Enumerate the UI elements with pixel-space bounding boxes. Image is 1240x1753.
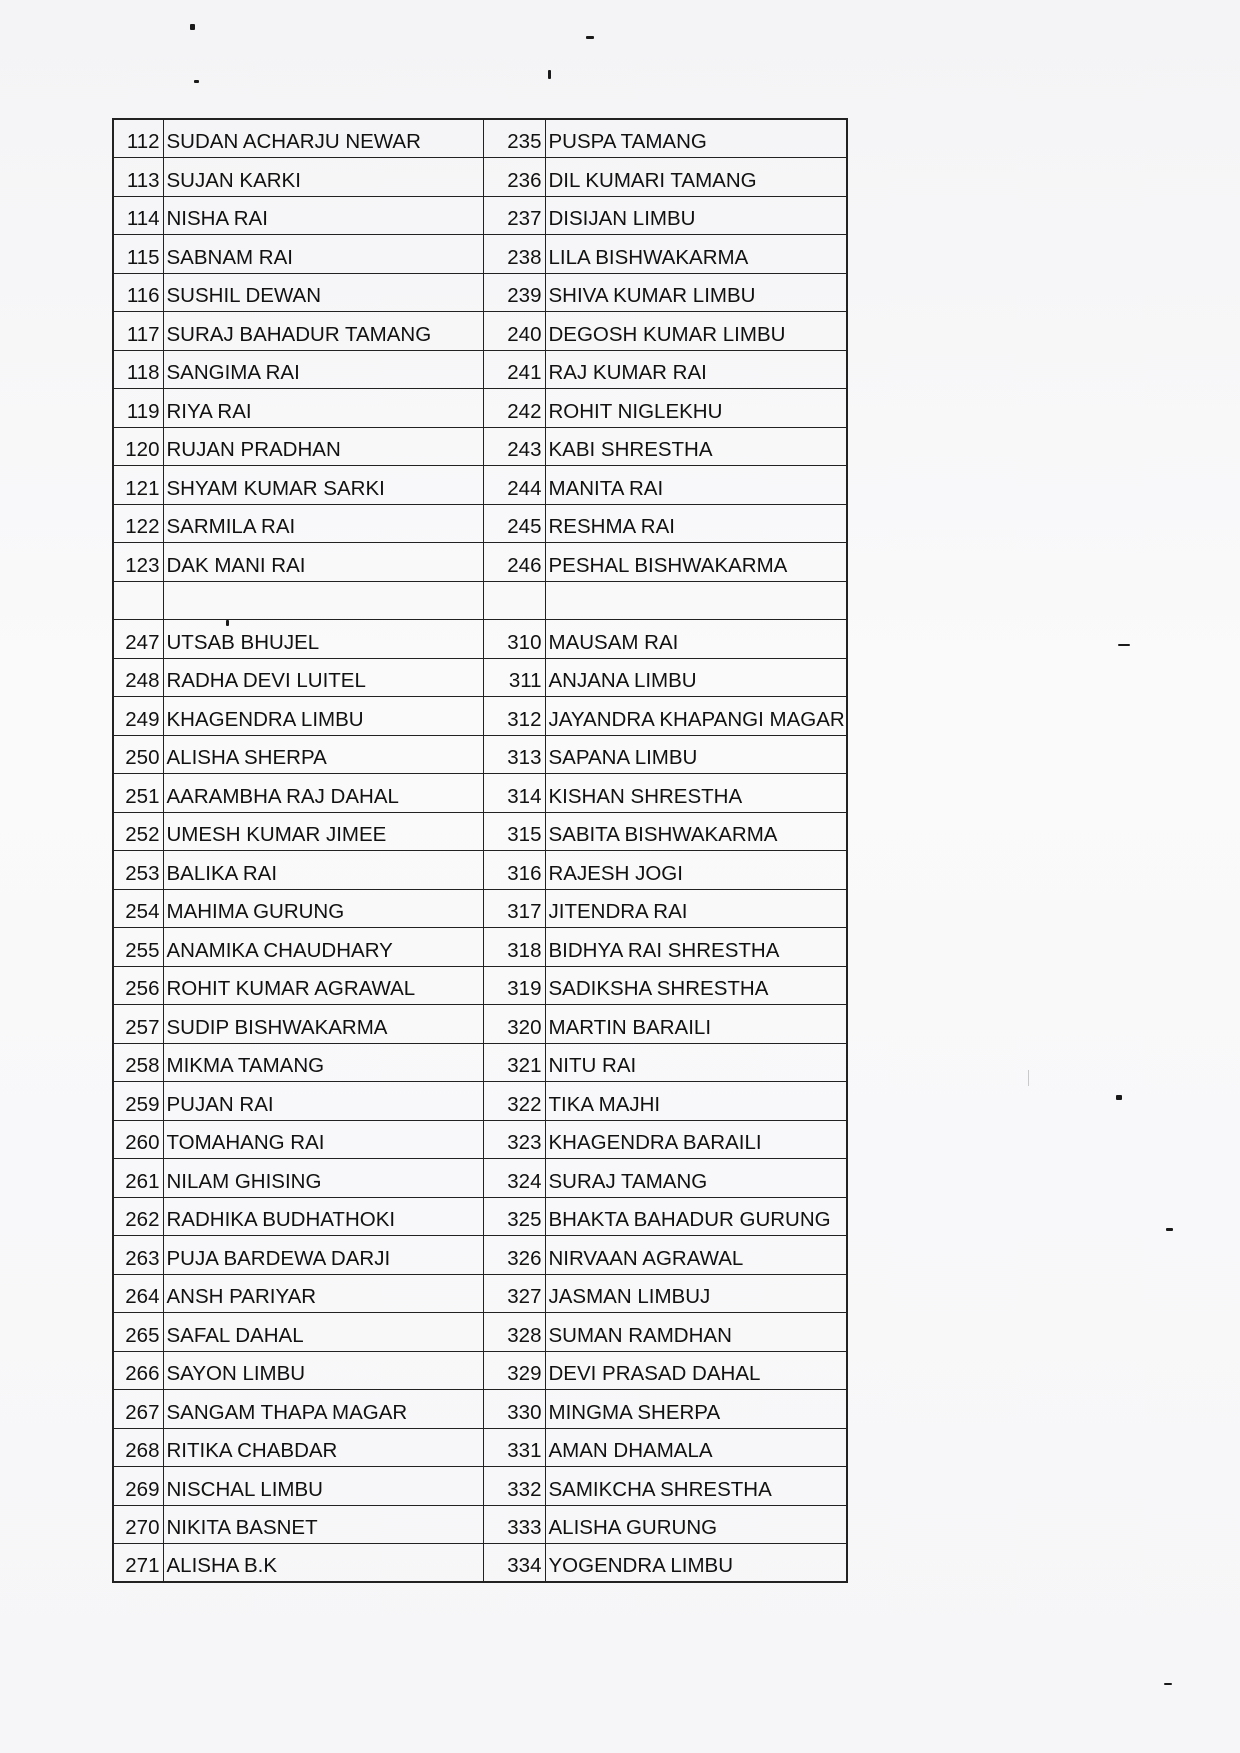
left-student-name: SUDAN ACHARJU NEWAR <box>163 119 483 158</box>
right-serial-number: 332 <box>483 1467 545 1506</box>
left-serial-number: 253 <box>113 851 163 890</box>
right-serial-number: 242 <box>483 389 545 428</box>
right-student-name: JITENDRA RAI <box>545 889 847 928</box>
left-serial-number: 251 <box>113 774 163 813</box>
left-serial-number: 113 <box>113 158 163 197</box>
table-row <box>113 273 847 312</box>
left-student-name: SANGIMA RAI <box>163 350 483 389</box>
table-row <box>113 1351 847 1390</box>
table-row <box>113 312 847 351</box>
table-row <box>113 466 847 505</box>
left-serial-number: 264 <box>113 1274 163 1313</box>
table-row <box>113 735 847 774</box>
table-row <box>113 504 847 543</box>
left-student-name: SABNAM RAI <box>163 235 483 274</box>
right-serial-number: 330 <box>483 1390 545 1429</box>
left-serial-number: 247 <box>113 620 163 659</box>
table-row <box>113 1197 847 1236</box>
left-serial-number: 255 <box>113 928 163 967</box>
left-serial-number <box>113 581 163 620</box>
right-student-name: SAMIKCHA SHRESTHA <box>545 1467 847 1506</box>
left-student-name: TOMAHANG RAI <box>163 1120 483 1159</box>
left-student-name: NILAM GHISING <box>163 1159 483 1198</box>
table-row <box>113 1467 847 1506</box>
left-student-name: PUJAN RAI <box>163 1082 483 1121</box>
left-student-name: SAYON LIMBU <box>163 1351 483 1390</box>
left-serial-number: 249 <box>113 697 163 736</box>
right-student-name: PESHAL BISHWAKARMA <box>545 543 847 582</box>
table-row <box>113 1043 847 1082</box>
left-serial-number: 254 <box>113 889 163 928</box>
left-serial-number: 118 <box>113 350 163 389</box>
left-serial-number: 117 <box>113 312 163 351</box>
right-student-name: NIRVAAN AGRAWAL <box>545 1236 847 1275</box>
scan-speck <box>194 80 199 83</box>
right-student-name: DISIJAN LIMBU <box>545 196 847 235</box>
right-serial-number: 237 <box>483 196 545 235</box>
left-serial-number: 112 <box>113 119 163 158</box>
right-student-name: DEVI PRASAD DAHAL <box>545 1351 847 1390</box>
scan-speck <box>190 24 195 30</box>
left-student-name: SUJAN KARKI <box>163 158 483 197</box>
left-student-name: SHYAM KUMAR SARKI <box>163 466 483 505</box>
left-student-name: BALIKA RAI <box>163 851 483 890</box>
right-serial-number: 239 <box>483 273 545 312</box>
left-serial-number: 259 <box>113 1082 163 1121</box>
right-serial-number: 314 <box>483 774 545 813</box>
right-student-name: RAJ KUMAR RAI <box>545 350 847 389</box>
right-serial-number: 320 <box>483 1005 545 1044</box>
table-row <box>113 1390 847 1429</box>
table-row <box>113 196 847 235</box>
right-serial-number: 246 <box>483 543 545 582</box>
table-row <box>113 543 847 582</box>
right-student-name: TIKA MAJHI <box>545 1082 847 1121</box>
scan-speck <box>1116 1095 1122 1100</box>
right-serial-number: 235 <box>483 119 545 158</box>
right-serial-number: 334 <box>483 1544 545 1583</box>
table-row <box>113 928 847 967</box>
right-serial-number: 240 <box>483 312 545 351</box>
right-student-name: AMAN DHAMALA <box>545 1428 847 1467</box>
left-serial-number: 122 <box>113 504 163 543</box>
left-serial-number: 120 <box>113 427 163 466</box>
table-row <box>113 389 847 428</box>
table-row <box>113 1313 847 1352</box>
left-serial-number: 260 <box>113 1120 163 1159</box>
right-serial-number: 315 <box>483 812 545 851</box>
right-serial-number: 313 <box>483 735 545 774</box>
scan-speck <box>1164 1683 1172 1685</box>
left-serial-number: 123 <box>113 543 163 582</box>
scan-mark <box>1028 1070 1029 1086</box>
left-serial-number: 121 <box>113 466 163 505</box>
name-list-table <box>112 118 848 1583</box>
right-serial-number: 317 <box>483 889 545 928</box>
table-row <box>113 158 847 197</box>
table-row <box>113 774 847 813</box>
table-row <box>113 851 847 890</box>
left-serial-number: 261 <box>113 1159 163 1198</box>
table-row <box>113 889 847 928</box>
table-row <box>113 1544 847 1583</box>
right-student-name: SURAJ TAMANG <box>545 1159 847 1198</box>
table-row <box>113 1274 847 1313</box>
right-student-name: MARTIN BARAILI <box>545 1005 847 1044</box>
left-student-name: AARAMBHA RAJ DAHAL <box>163 774 483 813</box>
right-serial-number: 324 <box>483 1159 545 1198</box>
right-student-name: DIL KUMARI TAMANG <box>545 158 847 197</box>
right-student-name: YOGENDRA LIMBU <box>545 1544 847 1583</box>
right-student-name: JASMAN LIMBUJ <box>545 1274 847 1313</box>
right-serial-number: 243 <box>483 427 545 466</box>
right-serial-number: 325 <box>483 1197 545 1236</box>
left-student-name: NISHA RAI <box>163 196 483 235</box>
table-row <box>113 350 847 389</box>
right-student-name: RAJESH JOGI <box>545 851 847 890</box>
right-student-name: LILA BISHWAKARMA <box>545 235 847 274</box>
right-serial-number: 318 <box>483 928 545 967</box>
right-serial-number: 245 <box>483 504 545 543</box>
scan-speck <box>1118 644 1130 646</box>
left-student-name: SAFAL DAHAL <box>163 1313 483 1352</box>
table-row <box>113 235 847 274</box>
right-student-name: KABI SHRESTHA <box>545 427 847 466</box>
right-student-name: JAYANDRA KHAPANGI MAGAR <box>545 697 847 736</box>
right-serial-number: 329 <box>483 1351 545 1390</box>
right-student-name: SHIVA KUMAR LIMBU <box>545 273 847 312</box>
left-student-name: ROHIT KUMAR AGRAWAL <box>163 966 483 1005</box>
scan-speck <box>1166 1228 1173 1231</box>
table-row <box>113 1159 847 1198</box>
table-row <box>113 658 847 697</box>
left-student-name: ALISHA SHERPA <box>163 735 483 774</box>
right-student-name: SABITA BISHWAKARMA <box>545 812 847 851</box>
left-student-name: NIKITA BASNET <box>163 1505 483 1544</box>
table-row <box>113 1005 847 1044</box>
right-student-name <box>545 581 847 620</box>
scan-speck <box>548 70 551 79</box>
left-student-name: MAHIMA GURUNG <box>163 889 483 928</box>
right-serial-number: 241 <box>483 350 545 389</box>
blank-separator-row <box>113 581 847 620</box>
right-student-name: MINGMA SHERPA <box>545 1390 847 1429</box>
left-serial-number: 114 <box>113 196 163 235</box>
right-serial-number: 333 <box>483 1505 545 1544</box>
right-student-name: ROHIT NIGLEKHU <box>545 389 847 428</box>
right-serial-number: 319 <box>483 966 545 1005</box>
left-serial-number: 257 <box>113 1005 163 1044</box>
left-serial-number: 248 <box>113 658 163 697</box>
table-row <box>113 1082 847 1121</box>
right-student-name: SAPANA LIMBU <box>545 735 847 774</box>
left-student-name: UTSAB BHUJEL <box>163 620 483 659</box>
table-row <box>113 119 847 158</box>
right-serial-number: 236 <box>483 158 545 197</box>
table-row <box>113 1428 847 1467</box>
right-student-name: PUSPA TAMANG <box>545 119 847 158</box>
right-serial-number: 328 <box>483 1313 545 1352</box>
left-serial-number: 116 <box>113 273 163 312</box>
right-student-name: DEGOSH KUMAR LIMBU <box>545 312 847 351</box>
right-student-name: BIDHYA RAI SHRESTHA <box>545 928 847 967</box>
left-student-name: ANAMIKA CHAUDHARY <box>163 928 483 967</box>
left-student-name: NISCHAL LIMBU <box>163 1467 483 1506</box>
left-serial-number: 266 <box>113 1351 163 1390</box>
table-row <box>113 620 847 659</box>
left-serial-number: 250 <box>113 735 163 774</box>
left-serial-number: 252 <box>113 812 163 851</box>
left-student-name: RITIKA CHABDAR <box>163 1428 483 1467</box>
left-student-name: SARMILA RAI <box>163 504 483 543</box>
right-serial-number: 326 <box>483 1236 545 1275</box>
table-row <box>113 697 847 736</box>
left-serial-number: 270 <box>113 1505 163 1544</box>
right-student-name: RESHMA RAI <box>545 504 847 543</box>
right-student-name: SADIKSHA SHRESTHA <box>545 966 847 1005</box>
left-serial-number: 115 <box>113 235 163 274</box>
right-serial-number: 238 <box>483 235 545 274</box>
scan-speck <box>586 36 594 39</box>
right-serial-number: 327 <box>483 1274 545 1313</box>
left-serial-number: 271 <box>113 1544 163 1583</box>
right-student-name: ANJANA LIMBU <box>545 658 847 697</box>
left-student-name: ANSH PARIYAR <box>163 1274 483 1313</box>
right-serial-number: 323 <box>483 1120 545 1159</box>
left-student-name: SANGAM THAPA MAGAR <box>163 1390 483 1429</box>
right-serial-number: 316 <box>483 851 545 890</box>
left-student-name: RADHA DEVI LUITEL <box>163 658 483 697</box>
right-serial-number: 331 <box>483 1428 545 1467</box>
right-student-name: KHAGENDRA BARAILI <box>545 1120 847 1159</box>
table-row <box>113 427 847 466</box>
left-serial-number: 268 <box>113 1428 163 1467</box>
left-student-name: UMESH KUMAR JIMEE <box>163 812 483 851</box>
left-student-name: KHAGENDRA LIMBU <box>163 697 483 736</box>
table-row <box>113 812 847 851</box>
left-student-name: ALISHA B.K <box>163 1544 483 1583</box>
right-serial-number: 310 <box>483 620 545 659</box>
table-row <box>113 966 847 1005</box>
left-student-name: SURAJ BAHADUR TAMANG <box>163 312 483 351</box>
right-serial-number: 312 <box>483 697 545 736</box>
left-student-name: PUJA BARDEWA DARJI <box>163 1236 483 1275</box>
left-serial-number: 269 <box>113 1467 163 1506</box>
right-student-name: MAUSAM RAI <box>545 620 847 659</box>
left-student-name: SUSHIL DEWAN <box>163 273 483 312</box>
table-row <box>113 1120 847 1159</box>
left-student-name: MIKMA TAMANG <box>163 1043 483 1082</box>
left-student-name: RIYA RAI <box>163 389 483 428</box>
left-serial-number: 256 <box>113 966 163 1005</box>
table-row <box>113 1505 847 1544</box>
left-student-name: SUDIP BISHWAKARMA <box>163 1005 483 1044</box>
left-student-name: RADHIKA BUDHATHOKI <box>163 1197 483 1236</box>
right-student-name: KISHAN SHRESTHA <box>545 774 847 813</box>
right-serial-number <box>483 581 545 620</box>
right-student-name: BHAKTA BAHADUR GURUNG <box>545 1197 847 1236</box>
left-student-name: RUJAN PRADHAN <box>163 427 483 466</box>
right-student-name: NITU RAI <box>545 1043 847 1082</box>
right-serial-number: 322 <box>483 1082 545 1121</box>
right-serial-number: 244 <box>483 466 545 505</box>
left-serial-number: 267 <box>113 1390 163 1429</box>
right-serial-number: 321 <box>483 1043 545 1082</box>
table-row <box>113 1236 847 1275</box>
left-serial-number: 263 <box>113 1236 163 1275</box>
right-student-name: SUMAN RAMDHAN <box>545 1313 847 1352</box>
left-serial-number: 258 <box>113 1043 163 1082</box>
name-list-body <box>113 119 847 1582</box>
right-serial-number: 311 <box>483 658 545 697</box>
left-serial-number: 119 <box>113 389 163 428</box>
left-serial-number: 262 <box>113 1197 163 1236</box>
right-student-name: MANITA RAI <box>545 466 847 505</box>
right-student-name: ALISHA GURUNG <box>545 1505 847 1544</box>
left-student-name <box>163 581 483 620</box>
left-student-name: DAK MANI RAI <box>163 543 483 582</box>
left-serial-number: 265 <box>113 1313 163 1352</box>
